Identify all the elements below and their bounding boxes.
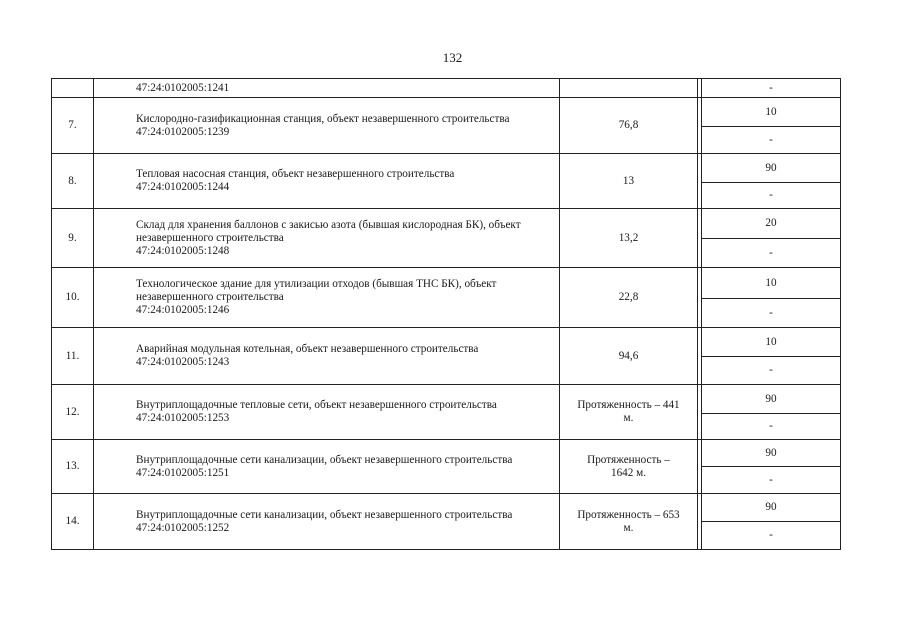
- area-line: 1642 м.: [610, 466, 647, 479]
- property-table: [51, 78, 841, 550]
- row-value-1: 10: [702, 98, 841, 127]
- row-value-1: 90: [702, 154, 841, 183]
- row-value-1: 90: [702, 440, 841, 467]
- row-area: [560, 328, 698, 385]
- page-number: 132: [442, 50, 463, 65]
- row-description: [94, 98, 560, 154]
- table-row: [52, 209, 841, 239]
- description-line: 47:24:0102005:1246: [136, 304, 230, 316]
- cadastral-number: 47:24:0102005:1241: [136, 81, 230, 94]
- row-value-1: 90: [702, 385, 841, 414]
- description-line: 47:24:0102005:1252: [136, 521, 230, 534]
- row-number: 10.: [52, 268, 94, 328]
- table-row: [52, 440, 841, 467]
- description-line: 47:24:0102005:1251: [136, 466, 230, 479]
- table-row: [52, 268, 841, 299]
- description-line: Кислородно-газификационная станция, объект незавершенного строительства: [136, 112, 510, 125]
- table-row: [52, 385, 841, 414]
- area-line: м.: [623, 521, 634, 534]
- row-area: [560, 268, 698, 328]
- row-value-1: 10: [702, 328, 841, 357]
- row-number: 13.: [52, 440, 94, 494]
- row-area: [560, 98, 698, 154]
- table-row: [52, 79, 841, 98]
- row-area: [560, 209, 698, 268]
- table-row: [52, 154, 841, 183]
- row-description: [94, 79, 560, 98]
- row-description: [94, 328, 560, 385]
- table-row: [52, 494, 841, 522]
- description-line: 47:24:0102005:1253: [136, 412, 230, 424]
- row-value-2: -: [702, 239, 841, 268]
- area-line: 94,6: [618, 349, 639, 362]
- table-row: [52, 328, 841, 357]
- row-value-1: 20: [702, 209, 841, 239]
- area-line: м.: [623, 412, 634, 424]
- table-row: [52, 98, 841, 127]
- row-value: -: [702, 79, 841, 98]
- area-line: 22,8: [618, 291, 639, 303]
- row-description: [94, 268, 560, 328]
- row-value-2: -: [702, 414, 841, 440]
- row-area: [560, 440, 698, 494]
- row-description: [94, 385, 560, 440]
- row-area: [560, 154, 698, 209]
- description-line: Аварийная модульная котельная, объект незавершенного строительства: [136, 343, 479, 355]
- row-value-2: -: [702, 357, 841, 385]
- row-area: [560, 494, 698, 550]
- area-line: Протяженность –: [587, 453, 670, 466]
- description-line: незавершенного строительства: [136, 231, 284, 244]
- row-value-2: -: [702, 467, 841, 494]
- row-number: 8.: [52, 154, 94, 209]
- row-value-1: 90: [702, 494, 841, 522]
- row-description: [94, 154, 560, 209]
- area-line: Протяженность – 441: [577, 399, 680, 411]
- description-line: незавершенного строительства: [136, 291, 284, 303]
- description-line: Внутриплощадочные тепловые сети, объект незавершенного строительства: [136, 399, 497, 411]
- description-line: Склад для хранения баллонов с закисью азота (бывшая кислородная БК), объект: [136, 218, 521, 231]
- description-line: 47:24:0102005:1239: [136, 125, 230, 138]
- description-line: Внутриплощадочные сети канализации, объект незавершенного строительства: [136, 508, 513, 521]
- row-area: [560, 385, 698, 440]
- row-value-2: -: [702, 127, 841, 154]
- row-area: [560, 79, 698, 98]
- description-line: 47:24:0102005:1248: [136, 244, 230, 257]
- description-line: 47:24:0102005:1243: [136, 356, 230, 368]
- row-number: 14.: [52, 494, 94, 550]
- row-number: [52, 79, 94, 98]
- row-value-1: 10: [702, 268, 841, 299]
- description-line: Внутриплощадочные сети канализации, объект незавершенного строительства: [136, 453, 513, 466]
- area-line: 13,2: [618, 231, 639, 244]
- area-line: 76,8: [618, 119, 639, 131]
- description-line: 47:24:0102005:1244: [136, 181, 230, 193]
- row-number: 9.: [52, 209, 94, 268]
- row-description: [94, 494, 560, 550]
- area-line: Протяженность – 653: [577, 508, 680, 521]
- row-description: [94, 209, 560, 268]
- row-value-2: -: [702, 183, 841, 209]
- row-value-2: -: [702, 299, 841, 328]
- area-line: 13: [622, 174, 635, 187]
- row-number: 12.: [52, 385, 94, 440]
- description-line: Технологическое здание для утилизации отходов (бывшая ТНС БК), объект: [136, 278, 497, 290]
- row-description: [94, 440, 560, 494]
- row-number: 11.: [52, 328, 94, 385]
- description-line: Тепловая насосная станция, объект незавершенного строительства: [136, 168, 455, 180]
- row-value-2: -: [702, 522, 841, 550]
- row-number: 7.: [52, 98, 94, 154]
